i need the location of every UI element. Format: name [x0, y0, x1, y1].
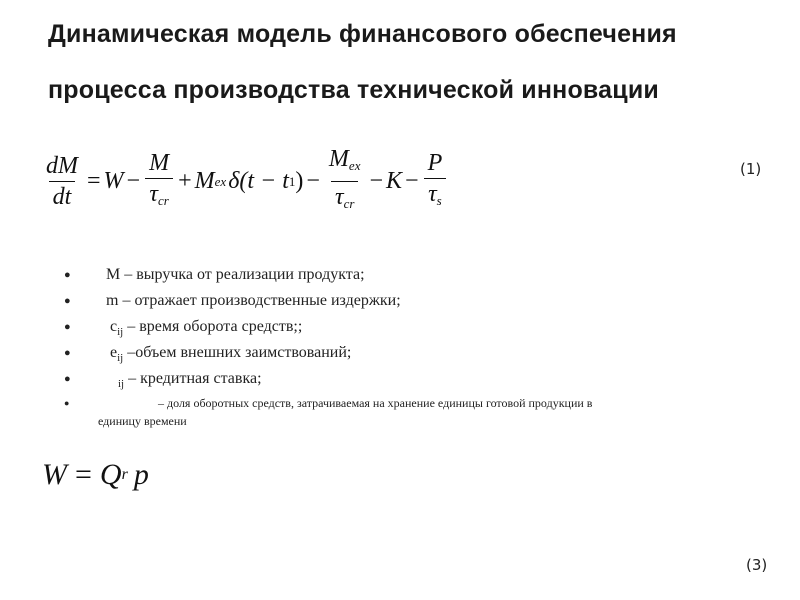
list-item-text: – время оборота средств;;: [123, 318, 303, 335]
denominator-tau-s: [424, 178, 446, 214]
list-item-subscript: ij: [117, 326, 124, 338]
fraction-dM-dt: [42, 153, 82, 210]
title-line-2: процесса производства технической инновации: [48, 76, 659, 104]
list-item-prefix: c: [110, 318, 118, 335]
subscript-r: r: [121, 466, 128, 483]
delta-expression: δ(t − t: [228, 168, 289, 194]
plus-sign: +: [178, 168, 192, 194]
slide-title: [48, 6, 768, 118]
bullet-icon: ●: [64, 347, 71, 359]
equation-3-number: (3): [746, 556, 768, 574]
lhs-denominator: dt: [49, 181, 76, 210]
var-K: K: [386, 168, 403, 194]
equals-sign: =: [87, 168, 101, 194]
minus-sign-3: −: [369, 168, 384, 194]
subscript-cr-2: cr: [343, 196, 355, 211]
numerator-P: P: [427, 149, 443, 176]
title-line-1: Динамическая модель финансового обеспечения: [48, 20, 677, 48]
var-W: W: [42, 458, 67, 491]
list-item: [62, 314, 722, 340]
minus-sign-2: −: [306, 168, 320, 194]
list-item: [62, 340, 722, 366]
list-item: [62, 288, 722, 314]
list-item-text-continued: единицу времени: [98, 414, 187, 428]
denominator-tau-cr-2: [331, 181, 358, 217]
list-item: [62, 366, 722, 392]
subscript-cr: cr: [157, 192, 169, 208]
numerator-M: M: [149, 149, 170, 176]
close-paren: ): [295, 168, 304, 194]
list-item-subscript: ij: [118, 378, 125, 390]
tau-symbol-2: τ: [334, 184, 344, 210]
var-Mex: M: [194, 168, 215, 194]
fraction-M-tau: [145, 150, 173, 214]
bullet-icon: ●: [64, 373, 71, 385]
list-item: [62, 394, 722, 430]
list-item-prefix: e: [110, 344, 118, 361]
list-item-text: – доля оборотных средств, затрачиваемая на хранение единицы готовой продукции в: [158, 396, 593, 410]
list-item-subscript: ij: [117, 352, 124, 364]
equation-1-number: (1): [740, 160, 762, 178]
equation-1: [40, 146, 448, 217]
list-item-text: – кредитная ставка;: [124, 370, 262, 387]
tau-symbol-3: τ: [428, 180, 437, 207]
minus-sign: −: [126, 168, 141, 194]
var-W: W: [103, 168, 124, 194]
tau-symbol: τ: [149, 180, 158, 207]
definitions-list: [62, 262, 722, 430]
list-item-text: M – выручка от реализации продукта;: [106, 266, 365, 283]
fraction-P-tau: [424, 150, 447, 214]
subscript-1: 1: [288, 173, 296, 189]
var-Q: Q: [99, 458, 122, 491]
subscript-ex-2: ex: [348, 158, 361, 173]
fraction-Mex-tau: [325, 146, 365, 217]
list-item-text: –объем внешних заимствований;: [123, 344, 352, 361]
var-p: p: [133, 458, 149, 491]
equals-sign: =: [75, 458, 92, 491]
list-item-text: m – отражает производственные издержки;: [106, 292, 401, 309]
equation-3: [42, 458, 149, 492]
subscript-s: s: [436, 192, 442, 208]
bullet-icon: ●: [64, 321, 71, 333]
subscript-ex: ex: [214, 173, 227, 189]
denominator-tau-cr: [145, 178, 172, 214]
list-item: [62, 262, 722, 288]
bullet-icon: ●: [64, 295, 71, 307]
minus-sign-4: −: [405, 168, 419, 194]
bullet-icon: ●: [64, 398, 70, 408]
numerator-Mex: [325, 146, 365, 181]
var-Mex-2: M: [328, 146, 349, 172]
bullet-icon: ●: [64, 269, 71, 281]
lhs-numerator: dM: [46, 153, 78, 179]
